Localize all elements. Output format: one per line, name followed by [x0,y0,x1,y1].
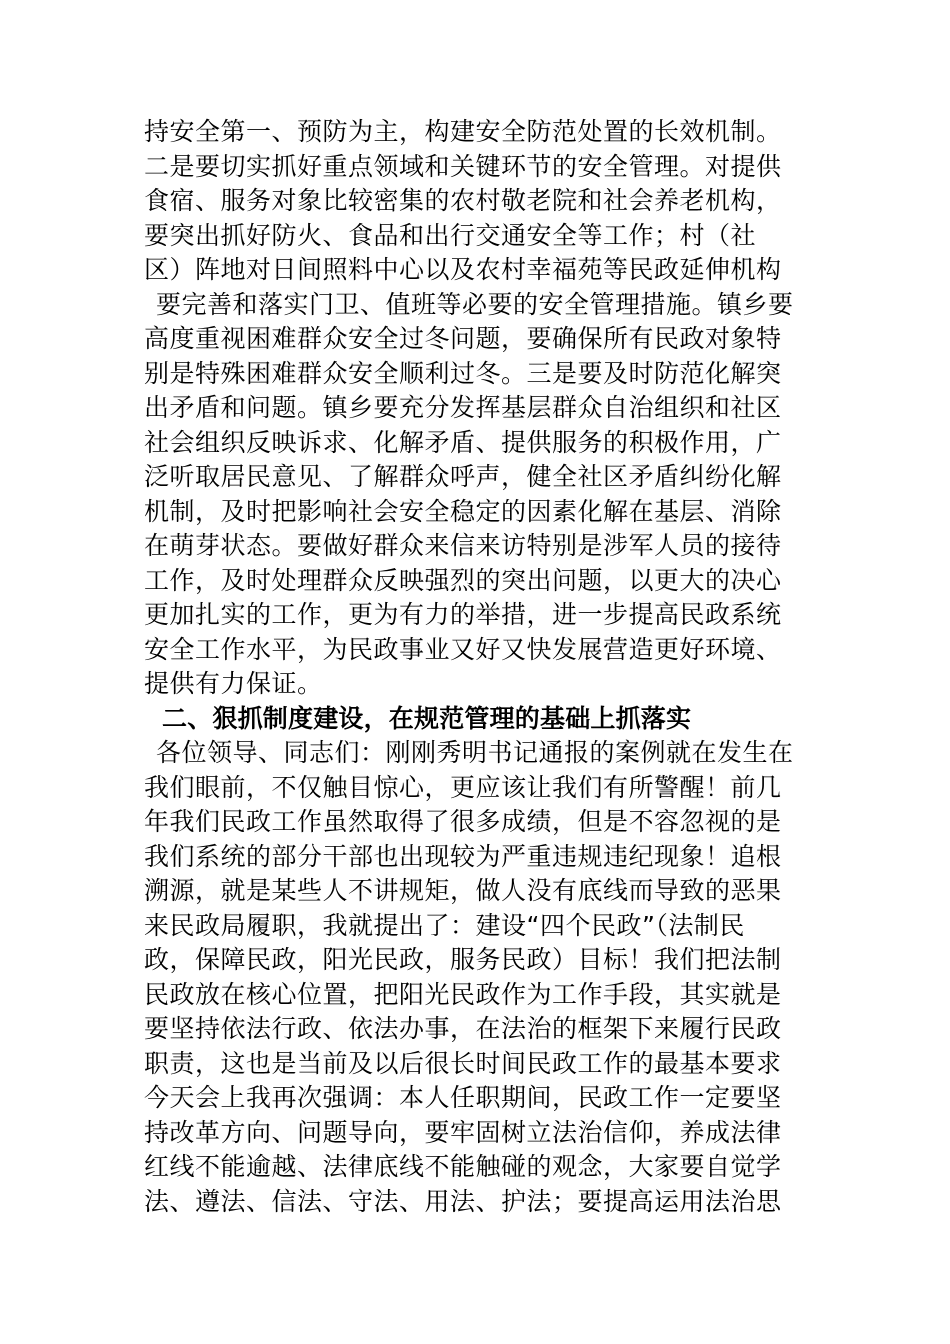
body-line: 要突出抓好防火、食品和出行交通安全等工作；村（社 [144,220,757,250]
body-line: 红线不能逾越、法律底线不能触碰的观念，大家要自觉学 [144,1152,782,1181]
body-line: 我们眼前，不仅触目惊心，更应该让我们有所警醒！前几 [144,772,782,802]
body-line: 更加扎实的工作，更为有力的举措，进一步提高民政系统 [144,600,782,629]
body-line: 持改革方向、问题导向，要牢固树立法治信仰，养成法律 [144,1117,782,1147]
body-line: 出矛盾和问题。镇乡要充分发挥基层群众自治组织和社区 [144,393,782,422]
body-line: 政，保障民政，阳光民政，服务民政）目标！我们把法制 [144,945,782,974]
body-line: 职责，这也是当前及以后很长时间民政工作的最基本要求 [144,1048,782,1078]
body-line: 持安全第一、预防为主，构建安全防范处置的长效机制。 [144,117,782,146]
body-line: 各位领导、同志们：刚刚秀明书记通报的案例就在发生在 [156,738,794,767]
body-line: 社会组织反映诉求、化解矛盾、提供服务的积极作用，广 [144,427,782,457]
body-line: 工作，及时处理群众反映强烈的突出问题，以更大的决心 [144,565,782,595]
body-line: 二是要切实抓好重点领域和关键环节的安全管理。对提供 [144,151,782,181]
section-heading: 二、狠抓制度建设，在规范管理的基础上抓落实 [162,703,692,733]
body-line: 要完善和落实门卫、值班等必要的安全管理措施。镇乡要 [156,289,794,319]
body-line: 安全工作水平，为民政事业又好又快发展营造更好环境、 [144,634,782,664]
body-line: 今天会上我再次强调：本人任职期间，民政工作一定要坚 [144,1083,782,1112]
body-line: 高度重视困难群众安全过冬问题，要确保所有民政对象特 [144,324,782,353]
body-line: 食宿、服务对象比较密集的农村敬老院和社会养老机构， [144,186,782,215]
body-line: 法、遵法、信法、守法、用法、护法；要提高运用法治思 [144,1186,782,1216]
document-body [144,115,814,1219]
body-line: 溯源，就是某些人不讲规矩，做人没有底线而导致的恶果 [144,876,782,905]
body-line: 机制，及时把影响社会安全稳定的因素化解在基层、消除 [144,496,782,526]
body-line: 泛听取居民意见、了解群众呼声，健全社区矛盾纠纷化解 [144,462,782,491]
body-line: 年我们民政工作虽然取得了很多成绩，但是不容忽视的是 [144,807,782,836]
body-line: 民政放在核心位置，把阳光民政作为工作手段，其实就是 [144,979,782,1009]
body-line: 提供有力保证。 [144,669,323,698]
body-line: 我们系统的部分干部也出现较为严重违规违纪现象！追根 [144,841,782,871]
body-line: 来民政局履职，我就提出了：建设“四个民政”（法制民 [144,910,745,940]
body-line: 在萌芽状态。要做好群众来信来访特别是涉军人员的接待 [144,531,782,560]
body-line: 别是特殊困难群众安全顺利过冬。三是要及时防范化解突 [144,358,782,388]
body-line: 区）阵地对日间照料中心以及农村幸福苑等民政延伸机构 [144,255,782,284]
body-line: 要坚持依法行政、依法办事，在法治的框架下来履行民政 [144,1014,782,1043]
